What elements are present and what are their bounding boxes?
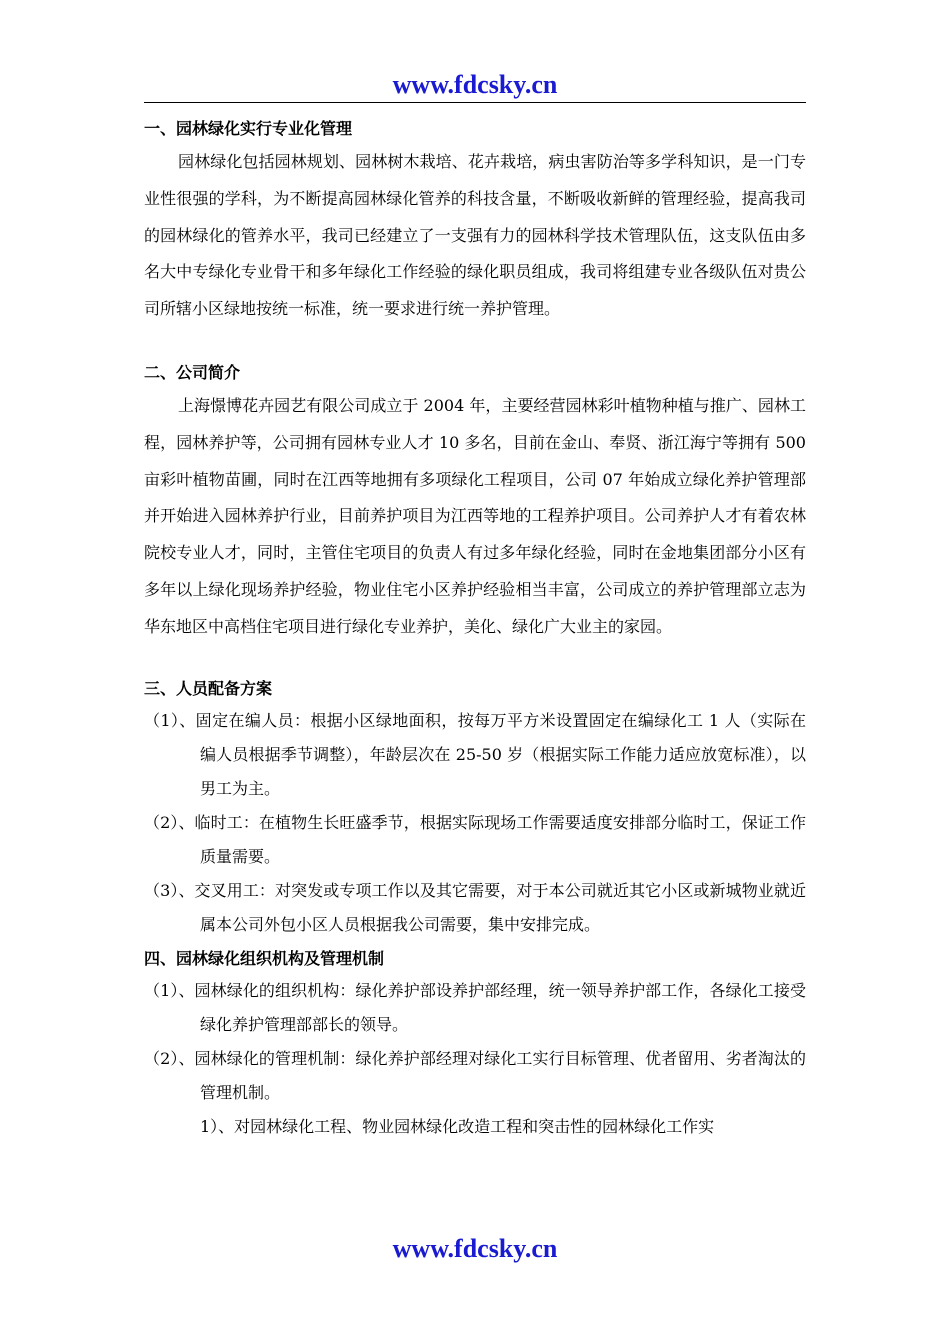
section-1-paragraph: 园林绿化包括园林规划、园林树木栽培、花卉栽培，病虫害防治等多学科知识，是一门专业性很强的学科，为不断提高园林绿化管养的科技含量，不断吸收新鲜的管理经验，提高我司的园林绿化的管养水平，我司已经建立了一支强有力的园林科学技术管理队伍，这支队伍由多名大中专绿化专业骨干和多年绿化工作经验的绿化职员组成，我司将组建专业各级队伍对贵公司所辖小区绿地按统一标准，统一要求进行统一养护管理。 [144,152,806,319]
section-4-heading: 四、园林绿化组织机构及管理机制 [144,948,385,968]
spacer [144,328,806,358]
sub-list-item: 1）、对园林绿化工程、物业园林绿化改造工程和突击性的园林绿化工作实 [200,1116,715,1136]
list-item: （2）、临时工：在植物生长旺盛季节，根据实际现场工作需要适度安排部分临时工，保证工作质量需要。 [144,812,806,866]
spacer [144,646,806,674]
list-item: （3）、交叉用工：对突发或专项工作以及其它需要，对于本公司就近其它小区或新城物业就近属本公司外包小区人员根据我公司需要，集中安排完成。 [144,880,806,934]
list-item: （1）、园林绿化的组织机构：绿化养护部设养护部经理，统一领导养护部工作，各绿化工接受绿化养护管理部部长的领导。 [144,980,806,1034]
list-item: （1）、固定在编人员：根据小区绿地面积，按每万平方米设置固定在编绿化工 1 人（实际在编人员根据季节调整），年龄层次在 25-50 岁（根据实际工作能力适应放宽标准），以男工为主。 [144,710,806,798]
header-site-url[interactable]: www.fdcsky.cn [392,70,558,99]
header-divider [144,102,806,103]
section-2-heading: 二、公司简介 [144,362,241,382]
footer-site-url[interactable]: www.fdcsky.cn [392,1234,558,1263]
document-body [144,114,806,1144]
section-3-heading: 三、人员配备方案 [144,678,273,698]
section-1-heading: 一、园林绿化实行专业化管理 [144,119,353,138]
list-item: （2）、园林绿化的管理机制：绿化养护部经理对绿化工实行目标管理、优者留用、劣者淘汰的管理机制。 [144,1048,806,1102]
section-2-paragraph: 上海憬博花卉园艺有限公司成立于 2004 年，主要经营园林彩叶植物种植与推广、园林工程，园林养护等，公司拥有园林专业人才 10 多名，目前在金山、奉贤、浙江海宁等拥有 500 亩彩叶植物苗圃，同时在江西等地拥有多项绿化工程项目，公司 07 年始成立绿化养护管理部并开始进入园林养护行业，目前养护项目为江西等地的工程养护项目。公司养护人才有着农林院校专业人才，同时，主管住宅项目的负责人有过多年绿化经验，同时在金地集团部分小区有多年以上绿化现场养护经验，物业住宅小区养护经验相当丰富，公司成立的养护管理部立志为华东地区中高档住宅项目进行绿化专业养护，美化、绿化广大业主的家园。 [144,395,806,636]
